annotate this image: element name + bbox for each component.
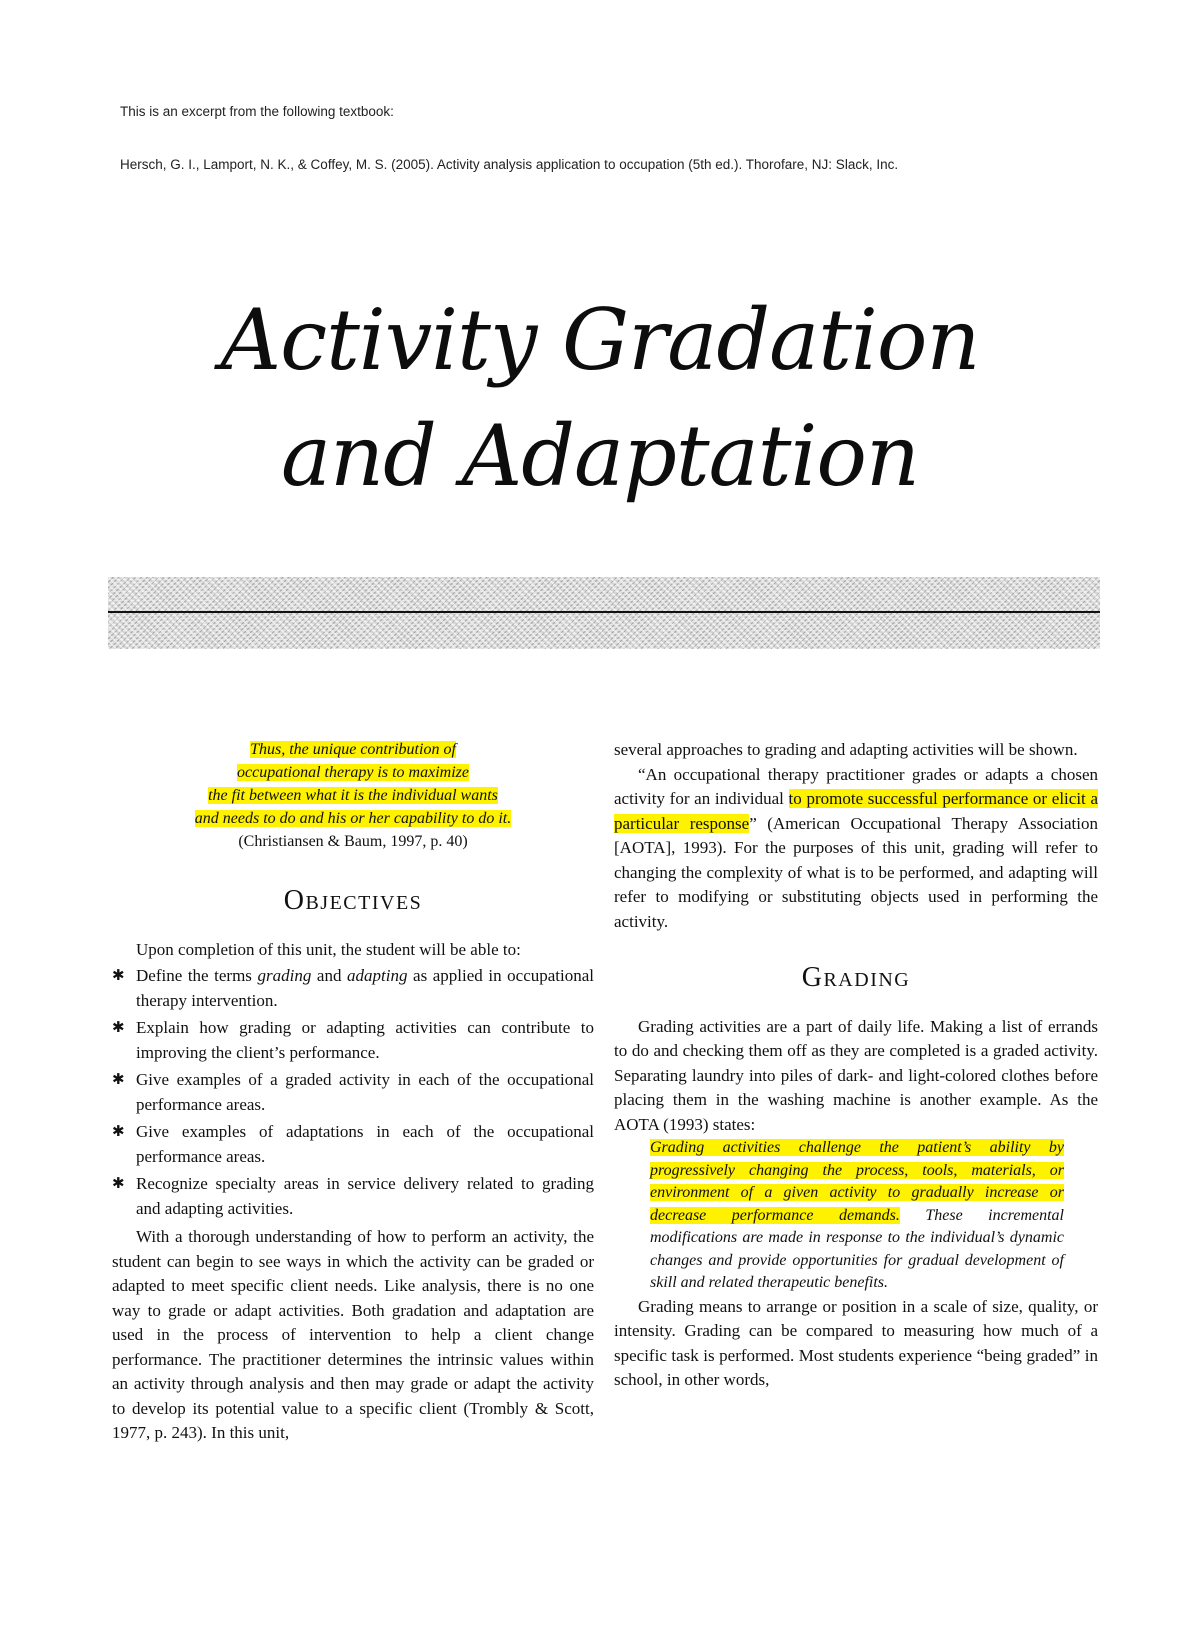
chapter-title-line-2: and Adaptation bbox=[280, 407, 920, 505]
objective-item: ✱ Give examples of a graded activity in each of the occupational performance areas. bbox=[112, 1070, 594, 1114]
epigraph-line: occupational therapy is to maximize bbox=[237, 764, 469, 781]
objectives-intro: Upon completion of this unit, the student will be able to: bbox=[136, 939, 521, 959]
objectives-list bbox=[112, 964, 594, 1221]
epigraph-line: and needs to do and his or her capability to do it. bbox=[194, 810, 512, 827]
excerpt-note: This is an excerpt from the following textbook: bbox=[120, 104, 394, 119]
objective-item: ✱ Recognize specialty areas in service delivery related to grading and adapting activities. bbox=[112, 1174, 594, 1218]
objective-item: ✱ Define the terms grading and adapting as applied in occupational therapy intervention. bbox=[112, 966, 594, 1010]
objectives-body-paragraph: With a thorough understanding of how to perform an activity, the student can begin to see ways in which the activity can be graded or adapted to meet specific client needs. Like analysis, there is no one way to grade or adapt activities. Both gradation and adaptation are used in the process of intervention to help a client change performance. The practitioner determines the intrinsic values within an activity through analysis and then may grade or adapt the activity to develop its potential value to a specific client (Trombly & Scott, 1977, p. 243). In this unit, bbox=[112, 1227, 594, 1442]
left-column bbox=[112, 738, 594, 1446]
highlighted-quote: Grading activities challenge the patient’s ability by progressively changing the process, tools, materials, or environment of a given activity to gradually increase or decrease performance demands. bbox=[650, 1139, 1064, 1224]
highlighted-phrase: to promote successful performance or elicit a particular response bbox=[614, 789, 1098, 833]
epigraph-line: the fit between what it is the individual wants bbox=[208, 787, 498, 804]
texture-rule bbox=[108, 611, 1100, 613]
epigraph-source: (Christiansen & Baum, 1997, p. 40) bbox=[238, 833, 468, 850]
objective-item: ✱ Give examples of adaptations in each of the occupational performance areas. bbox=[112, 1122, 594, 1166]
grading-paragraph-1: Grading activities are a part of daily life. Making a list of errands to do and checking them off as they are completed is a graded activity. Separating laundry into piles of dark- and light-colored clothes before placing them in the washing machine is another example. As the AOTA (1993) states: bbox=[614, 1016, 1098, 1134]
asterisk-bullet-icon: ✱ bbox=[112, 1176, 125, 1192]
aota-definition-paragraph: “An occupational therapy practitioner grades or adapts a chosen activity for an individual to promote successful performance or elicit a particular response” (American Occupational Therapy Association [AOTA], 1993). For the purposes of this unit, grading will refer to changing the complexity of what is to be performed, and adapting will refer to modifying or substituting objects used in performing the activity. bbox=[614, 764, 1098, 931]
asterisk-bullet-icon: ✱ bbox=[112, 1072, 125, 1088]
objective-item: ✱ Explain how grading or adapting activities can contribute to improving the client’s performance. bbox=[112, 1018, 594, 1062]
chapter-title-line-1: Activity Gradation bbox=[220, 291, 980, 389]
asterisk-bullet-icon: ✱ bbox=[112, 968, 125, 984]
asterisk-bullet-icon: ✱ bbox=[112, 1124, 125, 1140]
decorative-texture-band bbox=[108, 577, 1100, 649]
epigraph-line: Thus, the unique contribution of bbox=[250, 741, 456, 758]
textbook-citation: Hersch, G. I., Lamport, N. K., & Coffey, M. S. (2005). Activity analysis application to occupation (5th ed.). Thorofare, NJ: Slack, Inc. bbox=[120, 157, 899, 172]
epigraph bbox=[112, 738, 594, 853]
grading-paragraph-2: Grading means to arrange or position in a scale of size, quality, or intensity. Grading can be compared to measuring how much of a specific task is performed. Most students experience “being graded” in school, in other words, bbox=[614, 1296, 1098, 1389]
asterisk-bullet-icon: ✱ bbox=[112, 1020, 125, 1036]
right-column bbox=[614, 738, 1098, 1393]
continuation-paragraph: several approaches to grading and adapting activities will be shown. bbox=[614, 740, 1078, 759]
aota-block-quote: Grading activities challenge the patient’s ability by progressively changing the process, tools, materials, or environment of a given activity to gradually increase or decrease performance demands. These incremental modifications are made in response to the individual’s dynamic changes and provide opportunities for gradual development of skill and related therapeutic benefits. bbox=[650, 1139, 1064, 1291]
objectives-heading: Objectives bbox=[283, 885, 423, 916]
grading-heading: Grading bbox=[801, 962, 911, 993]
